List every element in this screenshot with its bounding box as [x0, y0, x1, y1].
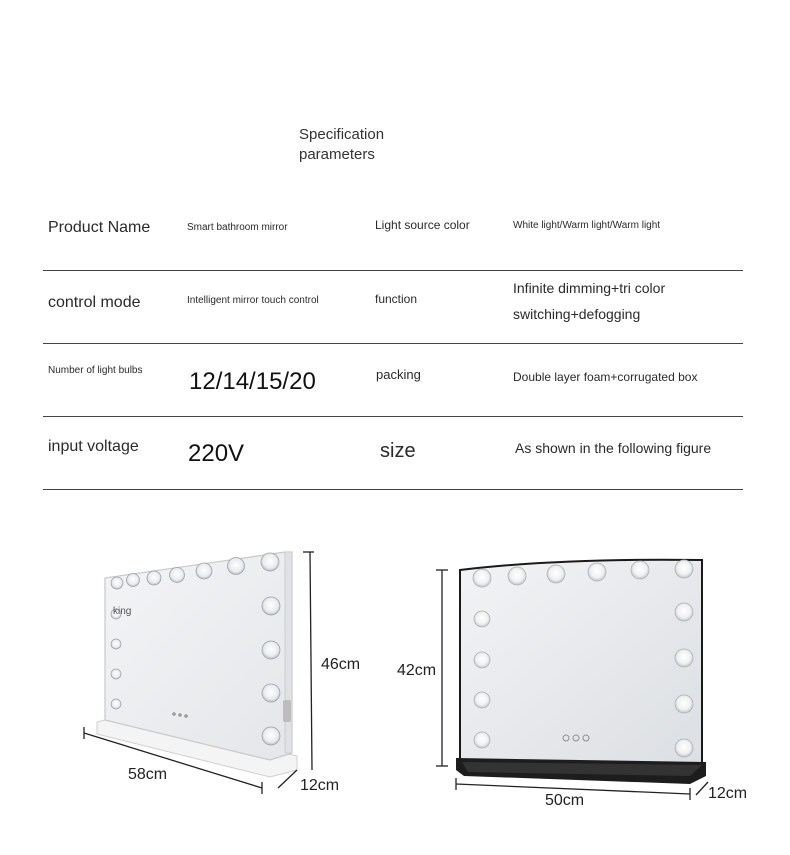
spec-value: switching+defogging	[513, 306, 641, 322]
width-dimension-label: 50cm	[545, 792, 585, 809]
spec-value: Double layer foam+corrugated box	[513, 370, 698, 384]
depth-dimension-label: 12cm	[708, 785, 748, 802]
right-mirror-figure	[390, 540, 790, 850]
spec-value: White light/Warm light/Warm light	[513, 220, 661, 231]
brand-logo-text: king	[113, 606, 132, 617]
depth-dimension-label: 12cm	[300, 777, 340, 794]
spec-label: Number of light bulbs	[48, 365, 143, 376]
spec-value: Infinite dimming+tri color	[513, 280, 666, 296]
width-dimension-label: 58cm	[128, 766, 168, 783]
left-mirror-figure	[0, 520, 400, 840]
spec-label: Light source color	[375, 218, 470, 232]
spec-label: control mode	[48, 294, 141, 311]
left-mirror-illustration	[0, 520, 400, 840]
spec-label: size	[380, 440, 416, 462]
spec-value: 220V	[188, 440, 245, 467]
spec-value: As shown in the following figure	[515, 440, 712, 456]
spec-label: input voltage	[48, 438, 139, 455]
spec-row	[43, 343, 743, 417]
page-title: Specification parameters	[299, 126, 385, 163]
right-mirror-illustration	[390, 540, 790, 850]
spec-label: Product Name	[48, 219, 151, 236]
spec-value: Smart bathroom mirror	[187, 222, 288, 233]
spec-value: 12/14/15/20	[189, 368, 316, 395]
spec-row	[43, 416, 743, 490]
height-dimension-label: 46cm	[321, 656, 361, 673]
spec-label: packing	[376, 367, 421, 382]
spec-row	[43, 270, 743, 344]
spec-value: Intelligent mirror touch control	[187, 295, 319, 306]
spec-label: function	[375, 292, 418, 306]
spec-row	[43, 197, 743, 271]
height-dimension-label: 42cm	[397, 662, 437, 679]
